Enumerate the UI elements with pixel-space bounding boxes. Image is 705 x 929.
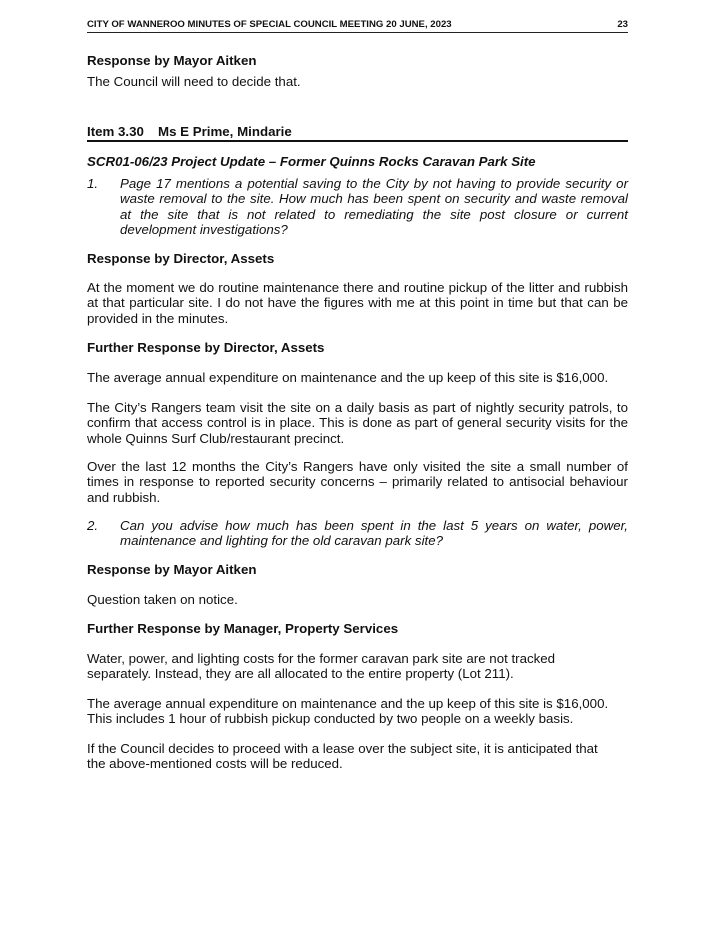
further-response-paragraph: If the Council decides to proceed with a lease over the subject site, it is anticipated that the above-mentioned costs will be reduced. <box>87 741 598 772</box>
running-header <box>87 19 628 33</box>
prior-response-text: The Council will need to decide that. <box>87 74 301 89</box>
further-response-paragraph: The average annual expenditure on maintenance and the up keep of this site is $16,000. This includes 1 hour of rubbish pickup conducted by two people on a weekly basis. <box>87 696 609 727</box>
response-heading: Response by Director, Assets <box>87 251 275 266</box>
further-response-paragraph: The average annual expenditure on maintenance and the up keep of this site is $16,000. <box>87 370 609 385</box>
prior-response-heading: Response by Mayor Aitken <box>87 53 257 68</box>
further-response-paragraph: Water, power, and lighting costs for the former caravan park site are not tracked separately. Instead, they are all allocated to the entire property (Lot 211). <box>87 651 556 682</box>
further-response-heading: Further Response by Manager, Property Services <box>87 621 399 636</box>
question-1 <box>87 176 628 237</box>
further-response-heading: Further Response by Director, Assets <box>87 340 325 355</box>
question-number: 2. <box>87 518 99 533</box>
response-heading: Response by Mayor Aitken <box>87 562 257 577</box>
response-text: At the moment we do routine maintenance there and routine pickup of the litter and rubbish at that particular site. I do not have the figures with me at this point in time but that can be provided in the minutes. <box>87 280 628 326</box>
page-number: 23 <box>617 19 628 30</box>
item-heading <box>87 124 628 142</box>
question-text: Page 17 mentions a potential saving to the City by not having to provide security or waste removal to the site. How much has been spent on security and waste removal at the site that is not related to remediating the site post closure or current development investigations? <box>120 176 628 237</box>
item-subject: SCR01-06/23 Project Update – Former Quinns Rocks Caravan Park Site <box>87 154 536 169</box>
item-name: Ms E Prime, Mindarie <box>158 124 292 139</box>
question-2 <box>87 518 628 549</box>
further-response-paragraph: Over the last 12 months the City’s Rangers have only visited the site a small number of times in response to reported security concerns – primarily related to antisocial behaviour and rubbish. <box>87 459 628 505</box>
response-text: Question taken on notice. <box>87 592 238 607</box>
question-text: Can you advise how much has been spent in the last 5 years on water, power, maintenance and lighting for the old caravan park site? <box>120 518 628 549</box>
further-response-paragraph: The City’s Rangers team visit the site on a daily basis as part of nightly security patrols, to confirm that access control is in place. This is done as part of general security visits for the whole Quinns Surf Club/restaurant precinct. <box>87 400 628 446</box>
header-title: CITY OF WANNEROO MINUTES OF SPECIAL COUNCIL MEETING 20 JUNE, 2023 <box>87 19 452 30</box>
question-number: 1. <box>87 176 99 191</box>
item-number: Item 3.30 <box>87 124 144 139</box>
